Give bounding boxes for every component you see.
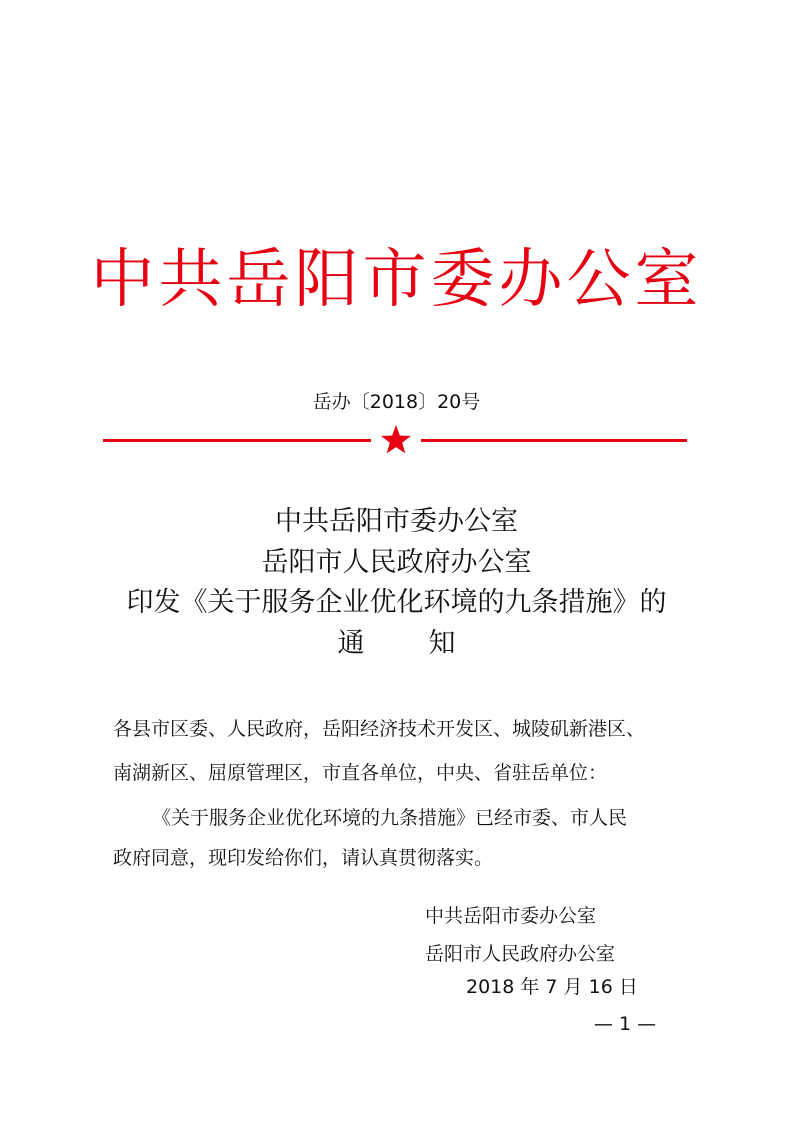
address-line-1: 各县市区委、人民政府，岳阳经济技术开发区、城陵矶新港区、 <box>113 718 646 740</box>
title-line-2: 岳阳市人民政府办公室 <box>261 547 532 578</box>
signature-org-1: 中共岳阳市委办公室 <box>425 905 597 927</box>
page-number: — 1 — <box>593 1013 657 1035</box>
title-notice-char-1: 通 <box>337 628 365 659</box>
content-line-1: 《关于服务企业优化环境的九条措施》已经市委、市人民 <box>152 807 628 829</box>
title-notice-char-2: 知 <box>428 628 456 659</box>
signature-org-2: 岳阳市人民政府办公室 <box>425 943 616 965</box>
red-star-icon <box>380 423 412 455</box>
title-line-4 <box>0 624 793 664</box>
address-line-2: 南湖新区、屈原管理区，市直各单位，中央、省驻岳单位： <box>113 762 608 784</box>
title-line-1: 中共岳阳市委办公室 <box>275 506 518 537</box>
signature-date: 2018 年 7 月 16 日 <box>466 976 638 998</box>
title-line-3: 印发《关于服务企业优化环境的九条措施》的 <box>126 587 667 618</box>
red-rule-right <box>421 439 687 442</box>
document-number: 岳办〔2018〕20号 <box>312 391 481 413</box>
issuer-header: 中共岳阳市委办公室 <box>90 243 703 317</box>
red-rule-left <box>103 439 371 442</box>
content-line-2: 政府同意，现印发给你们，请认真贯彻落实。 <box>113 847 494 869</box>
